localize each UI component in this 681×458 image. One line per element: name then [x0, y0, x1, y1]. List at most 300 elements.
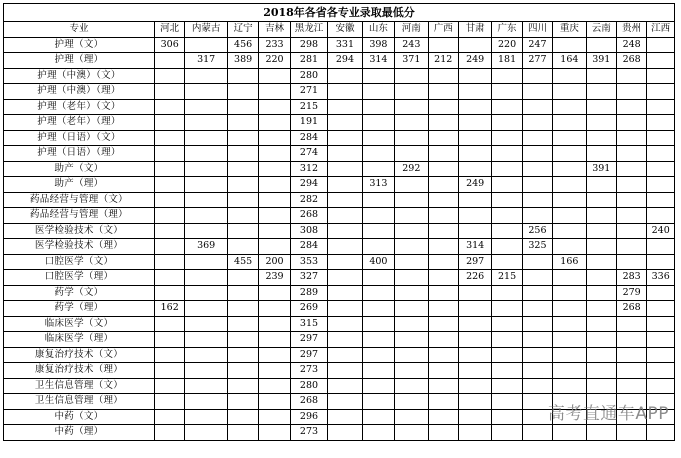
score-cell [522, 316, 552, 332]
score-cell [458, 84, 491, 100]
score-cell [395, 130, 428, 146]
score-cell [647, 316, 675, 332]
score-cell [492, 146, 522, 162]
major-cell: 康复治疗技术（理） [4, 363, 155, 379]
score-cell [647, 68, 675, 84]
score-cell: 292 [395, 161, 428, 177]
score-cell [362, 223, 394, 239]
score-cell: 298 [290, 37, 327, 53]
score-cell [522, 425, 552, 441]
score-cell [647, 332, 675, 348]
score-cell: 243 [395, 37, 428, 53]
table-row [4, 192, 675, 208]
score-cell [328, 192, 362, 208]
score-cell: 400 [362, 254, 394, 270]
score-cell [616, 332, 646, 348]
score-cell [522, 161, 552, 177]
score-cell: 280 [290, 68, 327, 84]
score-cell [647, 37, 675, 53]
major-cell: 护理（文） [4, 37, 155, 53]
score-cell [328, 239, 362, 255]
score-cell [428, 239, 458, 255]
header-row [4, 22, 675, 38]
score-cell: 212 [428, 53, 458, 69]
score-cell [553, 378, 586, 394]
score-cell: 282 [290, 192, 327, 208]
table-row [4, 270, 675, 286]
score-cell [328, 84, 362, 100]
score-cell [492, 347, 522, 363]
score-cell: 456 [227, 37, 258, 53]
score-cell: 268 [616, 301, 646, 317]
score-cell [395, 316, 428, 332]
score-cell [458, 146, 491, 162]
score-cell [362, 425, 394, 441]
score-cell: 353 [290, 254, 327, 270]
score-cell: 215 [492, 270, 522, 286]
score-cell [616, 177, 646, 193]
column-header-major: 专业 [4, 22, 155, 38]
score-cell: 249 [458, 177, 491, 193]
score-cell [616, 223, 646, 239]
table-row [4, 223, 675, 239]
score-cell [328, 130, 362, 146]
score-cell [586, 192, 616, 208]
score-cell [328, 223, 362, 239]
score-cell [616, 239, 646, 255]
score-cell: 297 [290, 332, 327, 348]
score-cell [362, 130, 394, 146]
score-cell [458, 316, 491, 332]
column-header-province: 贵州 [616, 22, 646, 38]
score-cell [154, 99, 184, 115]
score-cell [259, 239, 290, 255]
score-cell [395, 192, 428, 208]
score-cell: 273 [290, 425, 327, 441]
score-cell [428, 161, 458, 177]
column-header-province: 河南 [395, 22, 428, 38]
score-cell [492, 394, 522, 410]
score-cell [328, 425, 362, 441]
score-cell [259, 409, 290, 425]
column-header-province: 辽宁 [227, 22, 258, 38]
score-cell [586, 99, 616, 115]
score-cell [458, 347, 491, 363]
score-cell [328, 347, 362, 363]
watermark: 高考直通车APP [547, 404, 669, 424]
score-cell [154, 177, 184, 193]
major-cell: 中药（理） [4, 425, 155, 441]
column-header-province: 安徽 [328, 22, 362, 38]
table-row [4, 363, 675, 379]
score-cell [362, 146, 394, 162]
score-cell [616, 378, 646, 394]
table-row [4, 161, 675, 177]
score-cell: 284 [290, 239, 327, 255]
score-cell [586, 270, 616, 286]
major-cell: 护理（中澳）（理） [4, 84, 155, 100]
score-cell [458, 37, 491, 53]
score-cell [328, 161, 362, 177]
score-cell [428, 270, 458, 286]
score-cell: 239 [259, 270, 290, 286]
score-cell [154, 332, 184, 348]
table-title: 2018年各省各专业录取最低分 [4, 4, 675, 22]
score-cell [492, 254, 522, 270]
score-cell [185, 177, 228, 193]
score-cell [492, 239, 522, 255]
score-cell [154, 130, 184, 146]
score-cell [647, 146, 675, 162]
score-cell [586, 285, 616, 301]
score-cell [259, 425, 290, 441]
score-cell [395, 68, 428, 84]
score-cell [586, 223, 616, 239]
major-cell: 临床医学（理） [4, 332, 155, 348]
score-cell [395, 270, 428, 286]
score-cell: 269 [290, 301, 327, 317]
score-cell [227, 347, 258, 363]
score-cell [259, 208, 290, 224]
score-cell [185, 115, 228, 131]
score-cell [154, 363, 184, 379]
score-cell [553, 68, 586, 84]
score-cell [616, 208, 646, 224]
score-cell [185, 363, 228, 379]
score-cell [362, 363, 394, 379]
score-cell [227, 270, 258, 286]
score-cell [616, 99, 646, 115]
score-cell [616, 254, 646, 270]
score-cell [616, 84, 646, 100]
score-cell [362, 161, 394, 177]
column-header-province: 山东 [362, 22, 394, 38]
score-cell [428, 301, 458, 317]
score-cell [227, 285, 258, 301]
score-cell [185, 208, 228, 224]
score-cell [458, 130, 491, 146]
score-cell [328, 301, 362, 317]
column-header-province: 甘肃 [458, 22, 491, 38]
score-cell: 369 [185, 239, 228, 255]
score-cell [522, 208, 552, 224]
score-cell [185, 285, 228, 301]
score-cell [616, 115, 646, 131]
major-cell: 助产（文） [4, 161, 155, 177]
major-cell: 医学检验技术（理） [4, 239, 155, 255]
score-cell [154, 378, 184, 394]
score-cell [395, 425, 428, 441]
score-cell [428, 347, 458, 363]
score-cell [586, 146, 616, 162]
score-cell [154, 347, 184, 363]
table-row [4, 285, 675, 301]
score-cell: 389 [227, 53, 258, 69]
score-cell [647, 254, 675, 270]
score-cell: 162 [154, 301, 184, 317]
score-cell [428, 316, 458, 332]
score-cell [492, 68, 522, 84]
column-header-province: 云南 [586, 22, 616, 38]
score-cell [328, 394, 362, 410]
score-cell [259, 223, 290, 239]
score-cell: 271 [290, 84, 327, 100]
score-cell: 268 [616, 53, 646, 69]
score-cell [616, 68, 646, 84]
score-cell [395, 239, 428, 255]
score-cell [227, 316, 258, 332]
score-cell [395, 223, 428, 239]
score-cell [362, 115, 394, 131]
score-cell [395, 208, 428, 224]
score-cell [458, 208, 491, 224]
column-header-province: 江西 [647, 22, 675, 38]
major-cell: 护理（老年）（理） [4, 115, 155, 131]
column-header-province: 四川 [522, 22, 552, 38]
score-cell [154, 223, 184, 239]
score-cell: 280 [290, 378, 327, 394]
score-cell [259, 394, 290, 410]
score-cell [553, 301, 586, 317]
score-cell [616, 192, 646, 208]
score-cell [185, 425, 228, 441]
score-cell [647, 239, 675, 255]
score-cell: 314 [362, 53, 394, 69]
score-cell [362, 394, 394, 410]
score-cell [647, 161, 675, 177]
score-cell [395, 254, 428, 270]
table-row [4, 146, 675, 162]
score-cell [522, 347, 552, 363]
score-cell [553, 270, 586, 286]
score-cell [395, 177, 428, 193]
score-cell: 200 [259, 254, 290, 270]
score-cell: 268 [290, 208, 327, 224]
score-cell [458, 394, 491, 410]
score-cell [458, 285, 491, 301]
score-cell [428, 363, 458, 379]
score-cell [458, 161, 491, 177]
score-cell [395, 363, 428, 379]
score-cell: 398 [362, 37, 394, 53]
score-cell [553, 425, 586, 441]
score-cell [227, 177, 258, 193]
score-cell: 297 [458, 254, 491, 270]
score-cell: 279 [616, 285, 646, 301]
score-cell [616, 146, 646, 162]
score-cell [458, 301, 491, 317]
score-cell [362, 84, 394, 100]
score-cell [428, 425, 458, 441]
score-cell [553, 161, 586, 177]
score-cell [522, 115, 552, 131]
score-cell [616, 316, 646, 332]
score-cell [553, 192, 586, 208]
score-cell [185, 146, 228, 162]
major-cell: 护理（日语）（理） [4, 146, 155, 162]
score-cell [522, 130, 552, 146]
score-cell [492, 409, 522, 425]
score-cell [522, 363, 552, 379]
score-cell [586, 254, 616, 270]
score-cell: 296 [290, 409, 327, 425]
score-cell [616, 161, 646, 177]
score-cell [428, 223, 458, 239]
score-cell: 294 [290, 177, 327, 193]
major-cell: 药品经营与管理（理） [4, 208, 155, 224]
score-cell [259, 177, 290, 193]
score-cell: 248 [616, 37, 646, 53]
score-cell [586, 208, 616, 224]
score-cell [522, 285, 552, 301]
score-cell: 166 [553, 254, 586, 270]
score-cell [492, 363, 522, 379]
table-row [4, 37, 675, 53]
score-cell [154, 68, 184, 84]
score-cell [395, 378, 428, 394]
score-cell [553, 99, 586, 115]
score-cell [227, 332, 258, 348]
score-cell: 313 [362, 177, 394, 193]
score-cell [227, 378, 258, 394]
score-cell: 327 [290, 270, 327, 286]
score-cell [328, 409, 362, 425]
score-cell [259, 130, 290, 146]
score-cell [553, 84, 586, 100]
score-cell [362, 99, 394, 115]
score-cell [553, 285, 586, 301]
score-cell [553, 316, 586, 332]
table-row [4, 99, 675, 115]
major-cell: 护理（中澳）（文） [4, 68, 155, 84]
score-cell [553, 115, 586, 131]
score-cell [492, 425, 522, 441]
score-cell [154, 53, 184, 69]
score-cell [522, 146, 552, 162]
score-cell [647, 177, 675, 193]
score-cell [362, 208, 394, 224]
table-row [4, 84, 675, 100]
score-cell [458, 223, 491, 239]
score-cell [428, 84, 458, 100]
score-cell [185, 223, 228, 239]
score-cell [328, 177, 362, 193]
score-cell [458, 409, 491, 425]
score-cell [328, 115, 362, 131]
column-header-province: 广西 [428, 22, 458, 38]
score-cell [328, 378, 362, 394]
score-cell [154, 285, 184, 301]
score-cell [458, 332, 491, 348]
major-cell: 中药（文） [4, 409, 155, 425]
score-cell [185, 301, 228, 317]
table-row [4, 115, 675, 131]
score-cell [185, 254, 228, 270]
score-cell [586, 68, 616, 84]
score-cell: 281 [290, 53, 327, 69]
score-cell: 181 [492, 53, 522, 69]
score-cell [553, 239, 586, 255]
score-cell [154, 394, 184, 410]
score-cell [647, 208, 675, 224]
score-cell [395, 409, 428, 425]
score-cell: 289 [290, 285, 327, 301]
score-cell [185, 161, 228, 177]
score-cell: 273 [290, 363, 327, 379]
score-cell [428, 378, 458, 394]
score-cell: 274 [290, 146, 327, 162]
score-cell: 283 [616, 270, 646, 286]
score-cell [227, 84, 258, 100]
score-cell [227, 363, 258, 379]
major-cell: 医学检验技术（文） [4, 223, 155, 239]
score-cell [154, 84, 184, 100]
score-cell [185, 99, 228, 115]
score-cell [428, 177, 458, 193]
score-cell [328, 285, 362, 301]
score-cell [586, 115, 616, 131]
score-cell [328, 68, 362, 84]
score-cell [492, 115, 522, 131]
score-cell [154, 425, 184, 441]
score-cell: 284 [290, 130, 327, 146]
table-row [4, 301, 675, 317]
score-cell [553, 177, 586, 193]
score-cell [522, 68, 552, 84]
score-cell [185, 84, 228, 100]
score-cell [647, 53, 675, 69]
score-cell [362, 68, 394, 84]
score-cell [362, 409, 394, 425]
table-row [4, 130, 675, 146]
score-cell [553, 146, 586, 162]
score-cell [154, 239, 184, 255]
score-cell [492, 208, 522, 224]
score-cell [586, 347, 616, 363]
table-row [4, 239, 675, 255]
score-cell: 314 [458, 239, 491, 255]
major-cell: 护理（日语）（文） [4, 130, 155, 146]
score-cell [586, 316, 616, 332]
score-cell [328, 270, 362, 286]
score-cell [154, 208, 184, 224]
score-cell [185, 316, 228, 332]
major-cell: 康复治疗技术（文） [4, 347, 155, 363]
score-cell [154, 270, 184, 286]
score-cell [616, 425, 646, 441]
score-cell [227, 208, 258, 224]
score-cell [647, 363, 675, 379]
score-cell [362, 285, 394, 301]
score-cell [428, 394, 458, 410]
score-cell [259, 161, 290, 177]
score-cell [395, 301, 428, 317]
score-cell [185, 270, 228, 286]
score-cell [328, 363, 362, 379]
score-cell: 240 [647, 223, 675, 239]
table-row [4, 332, 675, 348]
table-row [4, 53, 675, 69]
score-cell [227, 425, 258, 441]
score-cell [362, 378, 394, 394]
score-cell [362, 192, 394, 208]
column-header-province: 吉林 [259, 22, 290, 38]
major-cell: 药品经营与管理（文） [4, 192, 155, 208]
column-header-province: 河北 [154, 22, 184, 38]
score-cell [492, 301, 522, 317]
score-cell [259, 115, 290, 131]
score-cell [647, 130, 675, 146]
